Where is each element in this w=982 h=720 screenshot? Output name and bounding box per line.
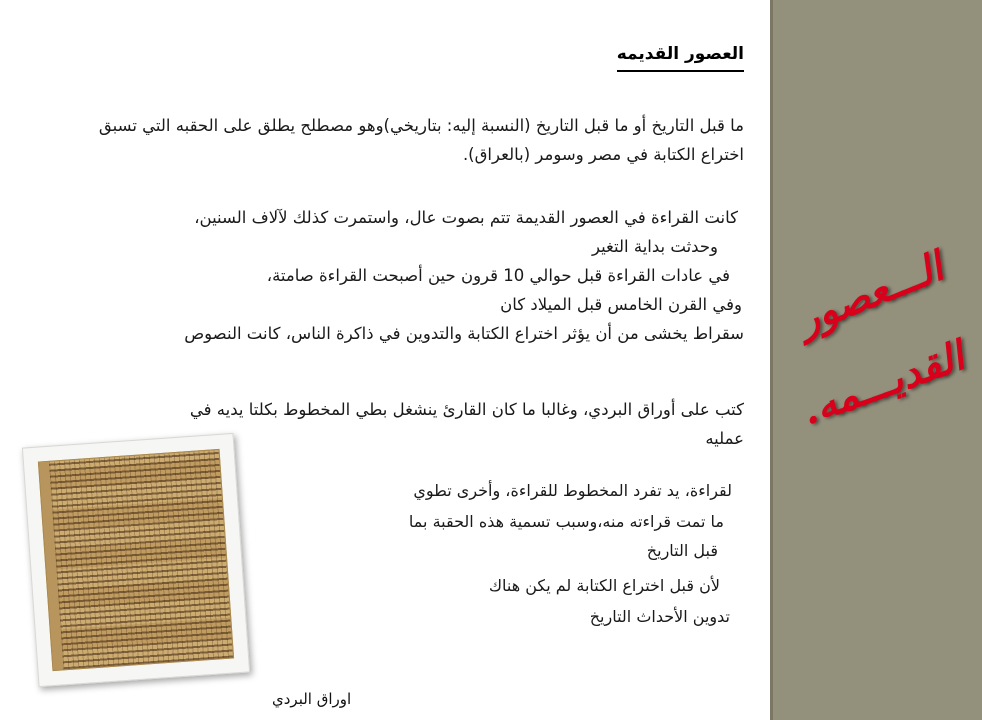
text-line: وفي القرن الخامس قبل الميلاد كان xyxy=(500,295,742,314)
decorative-title xyxy=(770,230,982,450)
decorative-title-word-1: الـــعصور xyxy=(790,243,950,344)
decorative-title-word-2: القديـــمه. xyxy=(795,332,971,435)
text-line: كانت القراءة في العصور القديمة تتم بصوت عال، واستمرت كذلك لآلاف السنين، xyxy=(194,208,738,227)
text-line: وحدثت بداية التغير xyxy=(591,237,718,256)
paragraph-definition: ما قبل التاريخ أو ما قبل التاريخ (النسبة إليه: بتاريخي)وهو مصطلح يطلق على الحقبه التي تسبق اختراع الكتابة في مصر وسومر (بالعراق). xyxy=(98,116,744,164)
text-line: كتب على أوراق البردي، وغالبا ما كان القارئ ينشغل بطي المخطوط بكلتا يديه في xyxy=(189,400,744,419)
text-line: تدوين الأحداث التاريخ xyxy=(589,607,730,626)
text-line: عمليه xyxy=(705,429,744,448)
text-line: سقراط يخشى من أن يؤثر اختراع الكتابة والتدوين في ذاكرة الناس، كانت النصوص xyxy=(184,324,744,343)
papyrus-photo-frame xyxy=(22,433,250,687)
text-line: في عادات القراءة قبل حوالي 10 قرون حين أصبحت القراءة صامتة، xyxy=(266,266,730,285)
paragraph-reading-history xyxy=(44,203,744,348)
text-line: لقراءة، يد تفرد المخطوط للقراءة، وأخرى تطوي xyxy=(413,481,732,500)
text-line: قبل التاريخ xyxy=(646,541,718,560)
papyrus-edge xyxy=(39,462,63,670)
page-title: العصور القديمه xyxy=(617,44,744,72)
text-line: ما تمت قراءته منه،وسبب تسمية هذه الحقبة بما xyxy=(408,512,724,531)
papyrus-image xyxy=(38,449,234,671)
text-line: لأن قبل اختراع الكتابة لم يكن هناك xyxy=(488,576,720,595)
image-caption: اوراق البردي xyxy=(272,690,352,708)
